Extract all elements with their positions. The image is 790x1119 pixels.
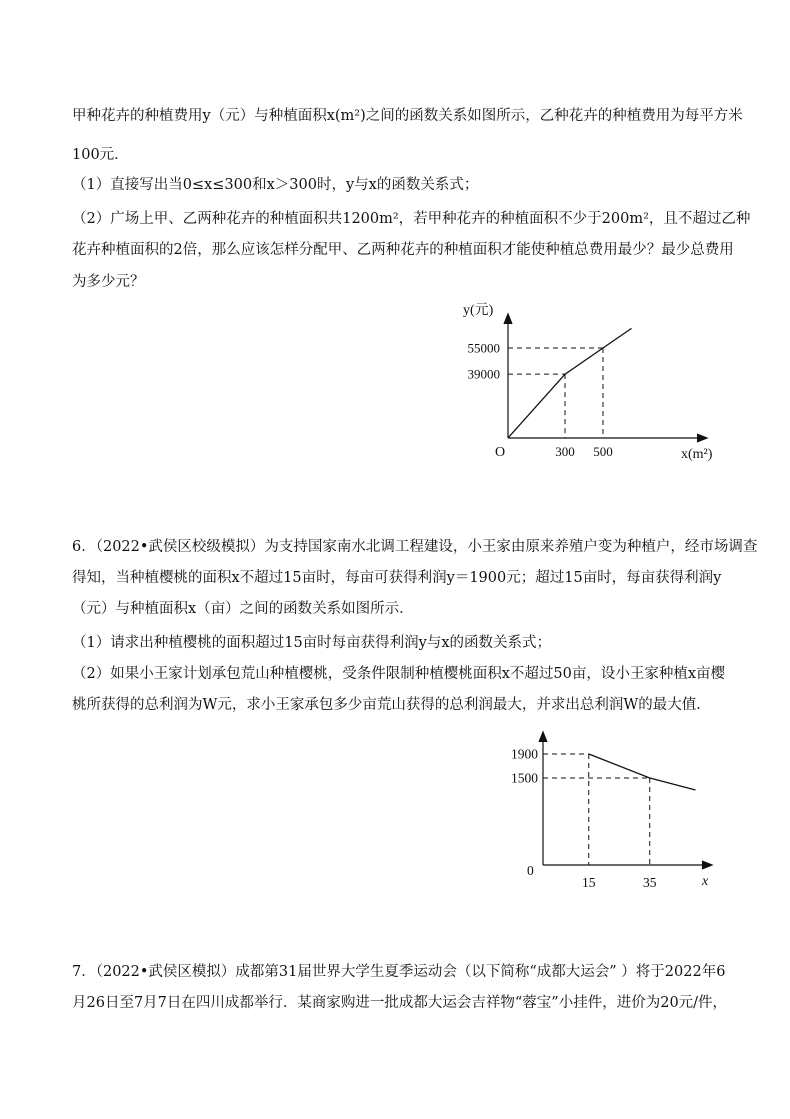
q6-line-3: （元）与种植面积x（亩）之间的函数关系如图所示． [72, 601, 414, 617]
q5-x-tick-500: 500 [593, 444, 613, 459]
q5-line-1: 甲种花卉的种植费用y（元）与种植面积x(m²)之间的函数关系如图所示，乙种花卉的种植费用为每平方米 [72, 108, 743, 124]
q6-axes [539, 732, 712, 869]
q5-line-4: （2）广场上甲、乙两种花卉的种植面积共1200m²，若甲种花卉的种植面积不少于200m²，且不超过乙种 [72, 211, 751, 227]
q5-line-6: 为多少元？ [72, 274, 145, 290]
q5-line-3: （1）直接写出当0≤x≤300和x＞300时，y与x的函数关系式； [72, 177, 479, 193]
q6-x-tick-15: 15 [582, 875, 596, 890]
q5-line-2: 100元． [72, 147, 129, 163]
q5-figure [455, 298, 735, 468]
q5-x-tick-300: 300 [555, 444, 575, 459]
q5-x-arrow [697, 434, 707, 442]
q6-line-2: 得知，当种植樱桃的面积x不超过15亩时，每亩可获得利润y＝1900元；超过15亩时，每亩获得利润y [72, 570, 722, 586]
q6-line-4: （1）请求出种植樱桃的面积超过15亩时每亩获得利润y与x的函数关系式； [72, 635, 552, 651]
q5-y-tick-39000: 39000 [467, 366, 500, 382]
q5-line-5: 花卉种植面积的2倍，那么应该怎样分配甲、乙两种花卉的种植面积才能使种植总费用最少？最少总费用 [72, 242, 734, 258]
q6-line-6: 桃所获得的总利润为W元，求小王家承包多少亩荒山获得的总利润最大，并求出总利润W的最大值． [72, 697, 711, 713]
q7-line-1: 7．（2022•武侯区模拟）成都第31届世界大学生夏季运动会（以下简称“成都大运会” ）将于2022年6 [72, 964, 726, 980]
q5-guide-lines [508, 348, 603, 438]
q5-x-axis-label: x(m²) [681, 447, 713, 462]
q6-line-1: 6．（2022•武侯区校级模拟）为支持国家南水北调工程建设，小王家由原来养殖户变为种植户，经市场调查 [72, 539, 758, 555]
q5-y-arrow [504, 314, 512, 324]
q7-line-2: 月26日至7月7日在四川成都举行．某商家购进一批成都大运会吉祥物“蓉宝”小挂件，进价为20元/件， [72, 995, 728, 1011]
q5-series-line [508, 328, 632, 438]
q5-axes [504, 314, 707, 442]
q6-x-tick-35: 35 [643, 875, 657, 890]
q6-x-arrow [702, 861, 712, 869]
q6-guide-lines [543, 754, 650, 865]
q6-y-arrow [539, 732, 547, 742]
q6-y-tick-1500: 1500 [511, 770, 538, 786]
q6-y-tick-1900: 1900 [511, 746, 538, 762]
q5-origin-label: O [495, 445, 506, 460]
q6-line-5: （2）如果小王家计划承包荒山种植樱桃，受条件限制种植樱桃面积x不超过50亩，设小王家种植x亩樱 [72, 666, 726, 682]
q5-y-tick-55000: 55000 [467, 340, 500, 356]
q6-origin-label: 0 [527, 863, 534, 878]
q6-figure [498, 722, 728, 892]
q5-y-axis-label: y(元) [463, 303, 494, 318]
q6-series-line [589, 754, 696, 790]
q6-x-axis-label: x [702, 874, 709, 889]
